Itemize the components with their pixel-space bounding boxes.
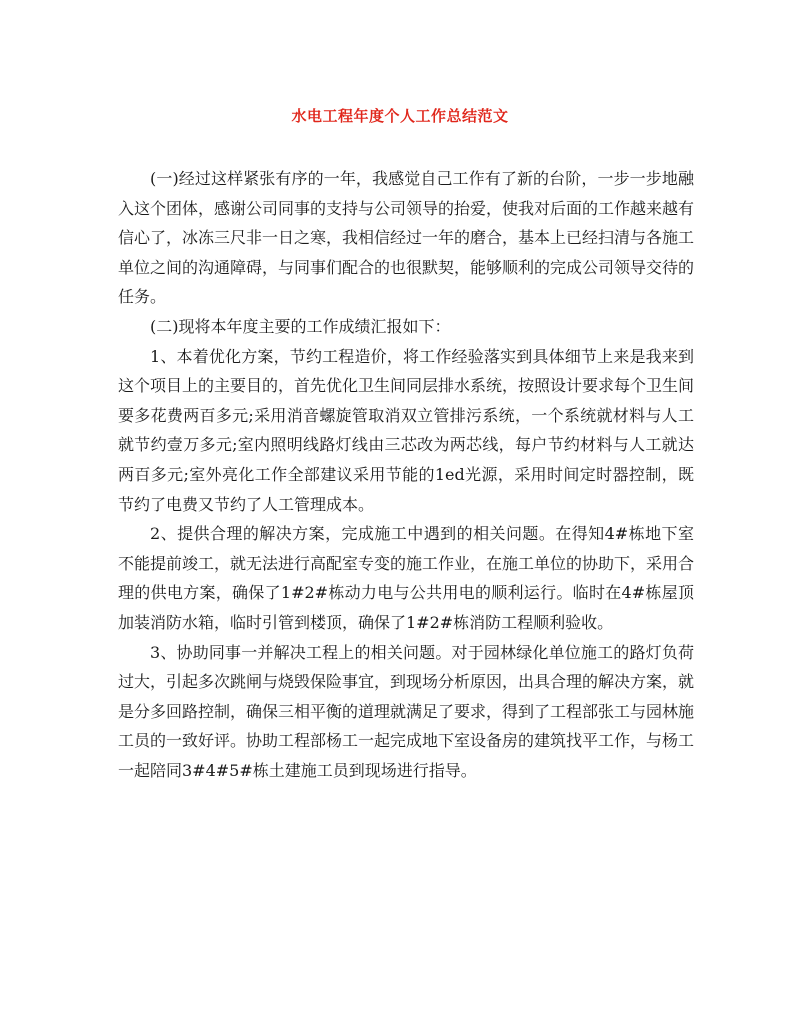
paragraph-intro: (一)经过这样紧张有序的一年，我感觉自己工作有了新的台阶，一步一步地融入这个团体，感谢公司同事的支持与公司领导的抬爱，使我对后面的工作越来越有信心了，冰冻三尺非一日之寒，我相信经过一年的磨合，基本上已经扫清与各施工单位之间的沟通障碍，与同事们配合的也很默契，能够顺利的完成公司领导交待的任务。	[118, 169, 695, 307]
paragraph-item-2: 2、提供合理的解决方案，完成施工中遇到的相关问题。在得知4#栋地下室不能提前竣工，就无法进行高配室专变的施工作业，在施工单位的协助下，采用合理的供电方案，确保了1#2#栋动力电与公共用电的顺利运行。临时在4#栋屋顶加装消防水箱，临时引管到楼顶，确保了1#2#栋消防工程顺利验收。	[118, 524, 695, 632]
paragraph-item-1: 1、本着优化方案，节约工程造价，将工作经验落实到具体细节上来是我来到这个项目上的主要目的，首先优化卫生间同层排水系统，按照设计要求每个卫生间要多花费两百多元;采用消音螺旋管取消双立管排污系统，一个系统就材料与人工就节约壹万多元;室内照明线路灯线由三芯改为两芯线，每户节约材料与人工就达两百多元;室外亮化工作全部建议采用节能的1ed光源，采用时间定时器控制，既节约了电费又节约了人工管理成本。	[118, 346, 695, 514]
paragraph-summary-heading: (二)现将本年度主要的工作成绩汇报如下：	[150, 316, 451, 336]
document-body	[118, 164, 694, 785]
paragraph-item-3: 3、协助同事一并解决工程上的相关问题。对于园林绿化单位施工的路灯负荷过大，引起多次跳闸与烧毁保险事宜，到现场分析原因，出具合理的解决方案，就是分多回路控制，确保三相平衡的道理就满足了要求，得到了工程部张工与园林施工员的一致好评。协助工程部杨工一起完成地下室设备房的建筑找平工作，与杨工一起陪同3#4#5#栋土建施工员到现场进行指导。	[118, 642, 695, 780]
document-title: 水电工程年度个人工作总结范文	[291, 107, 509, 125]
